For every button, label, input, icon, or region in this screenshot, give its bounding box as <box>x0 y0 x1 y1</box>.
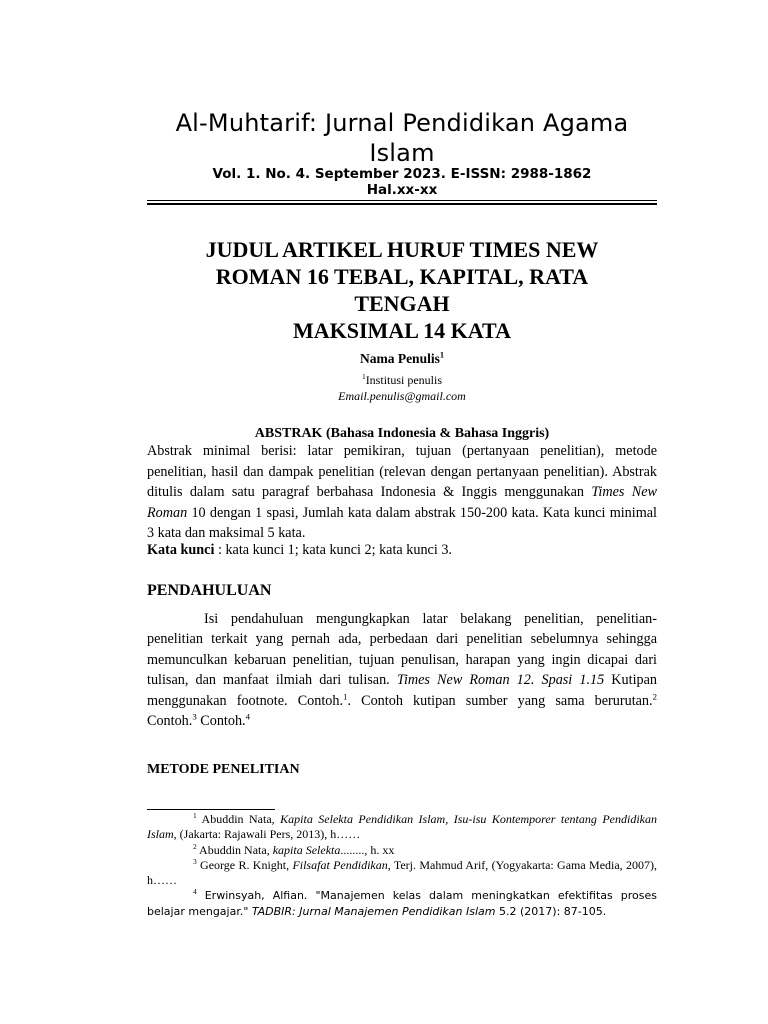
author-email: Email.penulis@gmail.com <box>338 389 466 403</box>
footnote-ref-4[interactable]: 4 <box>245 711 251 722</box>
footnotes <box>147 812 657 919</box>
footnote-4 <box>147 888 657 919</box>
institution-text: Institusi penulis <box>365 373 443 387</box>
intro-text-4: Contoh. <box>147 713 193 730</box>
abstract-heading: ABSTRAK (Bahasa Indonesia & Bahasa Inggris) <box>254 426 550 441</box>
author-name-text: Nama Penulis <box>359 351 440 366</box>
footnote-italic: Kapita Selekta Pendidikan Islam, Isu-isu Kontemporer tentang Pendidikan Islam <box>147 812 657 842</box>
article-title-line: MAKSIMAL 14 KATA <box>293 318 511 343</box>
article-title <box>147 236 657 344</box>
footnote-text: Abuddin Nata, <box>196 812 281 826</box>
introduction-paragraph <box>147 609 657 731</box>
author-institution <box>147 372 657 388</box>
footnote-ref-1[interactable]: 1 <box>343 690 348 701</box>
abstract-keywords <box>147 540 657 560</box>
journal-pages-line: Hal.xx-xx <box>366 182 438 198</box>
footnote-italic: Filsafat Pendidikan <box>292 857 388 872</box>
article-title-line: ROMAN 16 TEBAL, KAPITAL, RATA <box>215 264 589 289</box>
footnote-text: ........, h. xx <box>340 842 395 857</box>
footnote-text: Erwinsyah, Alfian. "Manajemen kelas dalam meningkatkan efektifitas proses belajar mengajar." <box>147 889 657 918</box>
footnote-text: Abuddin Nata, <box>196 842 273 857</box>
footnote-italic: kapita Selekta <box>272 842 341 857</box>
keywords-text: : kata kunci 1; kata kunci 2; kata kunci 3. <box>214 542 452 558</box>
article-title-line: TENGAH <box>354 291 450 316</box>
keywords-label: Kata kunci <box>147 542 215 558</box>
footnote-1 <box>147 812 657 843</box>
footnote-text: , Terj. Mahmud Arif, (Yogyakarta: Gama Media, 2007), h…… <box>147 857 657 888</box>
article-title-line: JUDUL ARTIKEL HURUF TIMES NEW <box>205 237 599 262</box>
footnote-number: 1 <box>193 811 197 820</box>
author-affiliation-mark: 1 <box>439 350 445 360</box>
footnote-2 <box>147 843 657 858</box>
abstract-text-1: Abstrak minimal berisi: latar pemikiran, tujuan (pertanyaan penelitian), metode penelitian, hasil dan dampak penelitian (relevan dengan pertanyaan penelitian). Abstrak ditulis dalam satu paragraf berbahasa Indonesia & Inggis menggunakan <box>147 443 657 500</box>
header-rule-thick <box>147 203 657 205</box>
footnote-number: 4 <box>193 887 197 897</box>
abstract-paragraph <box>147 441 657 544</box>
institution-affiliation-mark: 1 <box>361 372 366 381</box>
footnote-text: , (Jakarta: Rajawali Pers, 2013), h…… <box>173 827 361 842</box>
footnote-ref-3[interactable]: 3 <box>192 711 197 722</box>
intro-text-5: Contoh. <box>196 713 246 730</box>
footnote-number: 3 <box>193 856 197 866</box>
journal-volume-line: Vol. 1. No. 4. September 2023. E-ISSN: 2988-1862 <box>212 166 592 182</box>
author-name <box>147 350 657 368</box>
abstract-text-2: 10 dengan 1 spasi, Jumlah kata dalam abstrak 150-200 kata. Kata kunci minimal 3 kata dan maksimal 5 kata. <box>147 504 657 541</box>
introduction-body <box>147 609 657 731</box>
journal-meta <box>147 166 657 198</box>
footnote-italic: TADBIR: Jurnal Manajemen Pendidikan Islam <box>251 904 496 918</box>
abstract-body <box>147 441 657 544</box>
footnote-text: George R. Knight, <box>196 857 293 872</box>
journal-title: Al-Muhtarif: Jurnal Pendidikan Agama Islam <box>175 109 629 167</box>
section-heading-pendahuluan: PENDAHULUAN <box>147 582 272 599</box>
abstract-text-italic: Times New Roman <box>147 484 657 521</box>
intro-text-italic: Times New Roman 12. Spasi 1.15 <box>396 672 605 689</box>
footnote-separator <box>147 809 275 810</box>
section-heading-metode: METODE PENELITIAN <box>147 762 300 777</box>
intro-text-2: Kutipan menggunakan footnote. Contoh. <box>147 672 657 709</box>
footnote-3 <box>147 858 657 889</box>
footnote-ref-2[interactable]: 2 <box>652 690 657 701</box>
header-rule-thin <box>147 200 657 201</box>
intro-text-1: Isi pendahuluan mengungkapkan latar belakang penelitian, penelitian-penelitian terkait yang pernah ada, perbedaan dari penelitian sebelumnya sehingga memunculkan kebaruan penelitian, tujuan penulisan, harapan yang ingin dicapai dari tulisan, dan manfaat ilmiah dari tulisan. <box>147 611 657 689</box>
footnote-text: 5.2 (2017): 87-105. <box>495 904 607 918</box>
footnote-number: 2 <box>193 841 197 851</box>
intro-text-3: . Contoh kutipan sumber yang sama berurutan. <box>347 692 653 709</box>
